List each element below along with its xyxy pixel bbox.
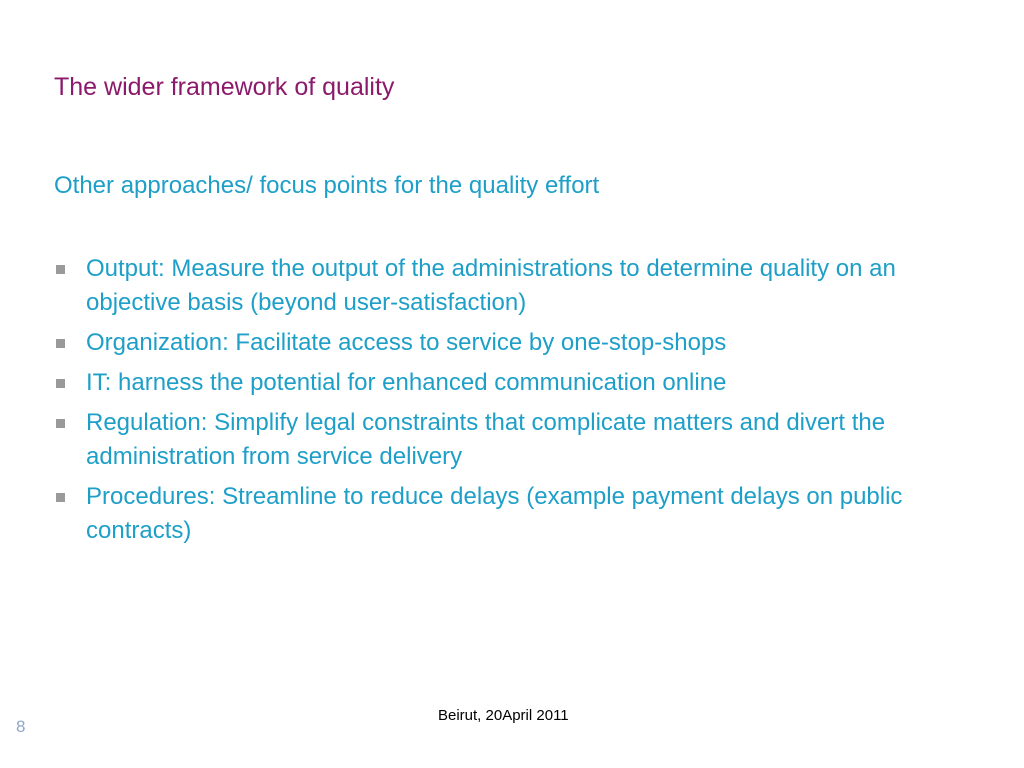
- slide-subtitle: Other approaches/ focus points for the quality effort: [54, 172, 600, 199]
- bullet-text: Procedures: Streamline to reduce delays (example payment delays on public contracts): [86, 483, 903, 544]
- bullet-text: Organization: Facilitate access to service by one-stop-shops: [86, 329, 727, 356]
- bullet-item-it: [54, 366, 954, 400]
- bullet-item-procedures: [54, 480, 954, 548]
- bullet-list: [54, 252, 954, 554]
- bullet-item-output: [54, 252, 954, 320]
- square-bullet-icon: [56, 379, 65, 388]
- slide-title: The wider framework of quality: [54, 73, 395, 101]
- bullet-item-organization: [54, 326, 954, 360]
- bullet-text: Regulation: Simplify legal constraints that complicate matters and divert the administration from service delivery: [86, 409, 886, 470]
- page-number: 8: [16, 717, 26, 736]
- bullet-item-regulation: [54, 406, 954, 474]
- square-bullet-icon: [56, 493, 65, 502]
- square-bullet-icon: [56, 419, 65, 428]
- square-bullet-icon: [56, 265, 65, 274]
- square-bullet-icon: [56, 339, 65, 348]
- bullet-text: Output: Measure the output of the administrations to determine quality on an objective basis (beyond user-satisfaction): [86, 255, 896, 316]
- footer-date: Beirut, 20April 2011: [438, 707, 569, 724]
- bullet-text: IT: harness the potential for enhanced communication online: [86, 369, 727, 396]
